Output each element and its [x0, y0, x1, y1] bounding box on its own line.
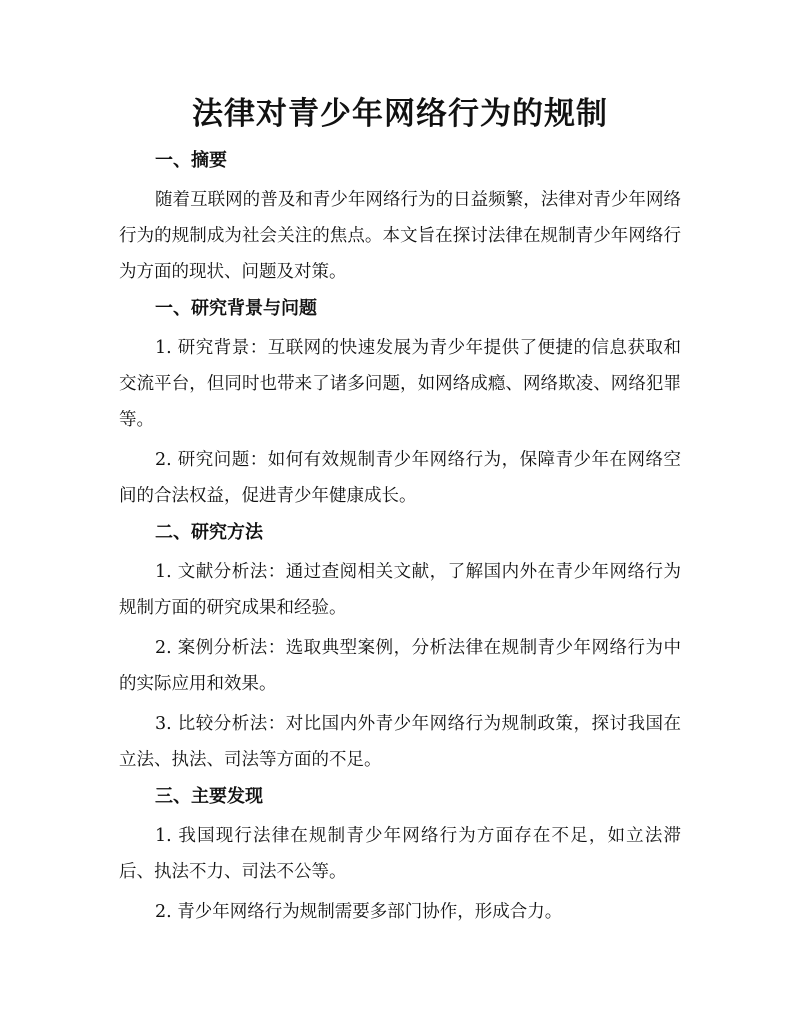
paragraph: 1. 我国现行法律在规制青少年网络行为方面存在不足，如立法滞后、执法不力、司法不公等。 [119, 826, 681, 882]
document-title: 法律对青少年网络行为的规制 [192, 96, 608, 132]
paragraph: 3. 比较分析法：对比国内外青少年网络行为规制政策，探讨我国在立法、执法、司法等方面的不足。 [119, 714, 681, 770]
section-background [119, 294, 681, 514]
section-methods [119, 518, 681, 778]
section-heading: 一、研究背景与问题 [155, 298, 317, 319]
section-heading: 三、主要发现 [155, 786, 263, 807]
paragraph: 1. 研究背景：互联网的快速发展为青少年提供了便捷的信息获取和交流平台，但同时也带来了诸多问题，如网络成瘾、网络欺凌、网络犯罪等。 [119, 338, 681, 430]
paragraph: 2. 青少年网络行为规制需要多部门协作，形成合力。 [155, 902, 563, 922]
section-heading: 二、研究方法 [155, 522, 263, 543]
section-heading: 一、摘要 [155, 150, 227, 171]
paragraph: 随着互联网的普及和青少年网络行为的日益频繁，法律对青少年网络行为的规制成为社会关注的焦点。本文旨在探讨法律在规制青少年网络行为方面的现状、问题及对策。 [119, 190, 681, 282]
section-findings [119, 782, 681, 930]
paragraph: 2. 案例分析法：选取典型案例，分析法律在规制青少年网络行为中的实际应用和效果。 [119, 638, 681, 694]
document-body [119, 146, 681, 934]
paragraph: 1. 文献分析法：通过查阅相关文献，了解国内外在青少年网络行为规制方面的研究成果和经验。 [119, 562, 681, 618]
paragraph: 2. 研究问题：如何有效规制青少年网络行为，保障青少年在网络空间的合法权益，促进青少年健康成长。 [119, 450, 681, 506]
section-abstract [119, 146, 681, 290]
